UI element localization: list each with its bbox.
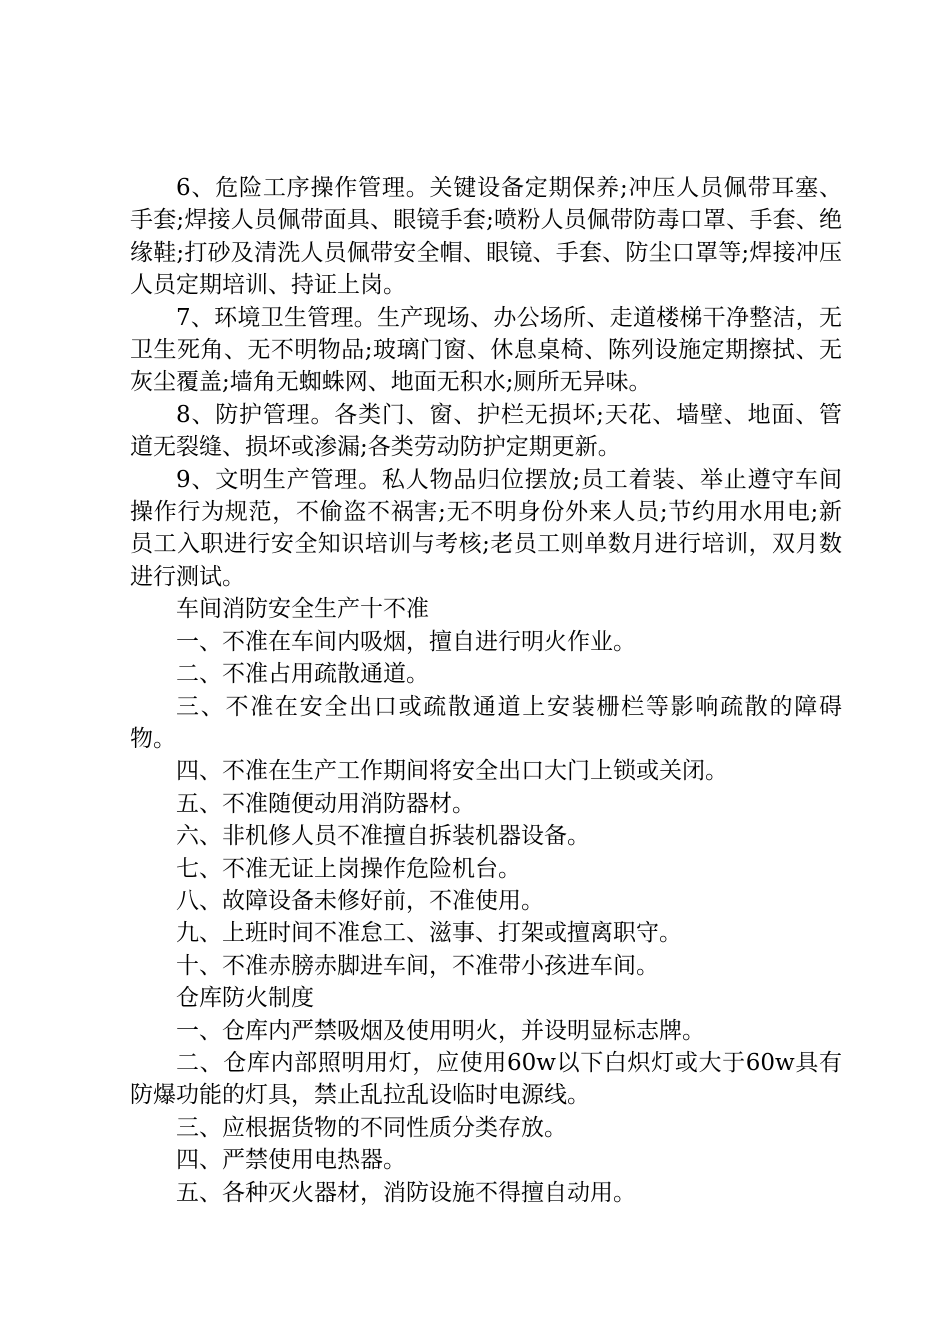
paragraph-protection: 8、防护管理。各类门、窗、护栏无损坏;天花、墙壁、地面、管道无裂缝、损坏或渗漏;各类劳动防护定期更新。	[130, 401, 842, 461]
list-item: 四、不准在生产工作期间将安全出口大门上锁或关闭。	[176, 758, 728, 785]
paragraph-civilized-production: 9、文明生产管理。私人物品归位摆放;员工着装、举止遵守车间操作行为规范，不偷盗不祸害;无不明身份外来人员;节约用水用电;新员工入职进行安全知识培训与考核;老员工则单数月进行培训，双月数进行测试。	[130, 466, 842, 590]
list-item: 一、不准在车间内吸烟，擅自进行明火作业。	[176, 628, 636, 655]
list-item: 一、仓库内严禁吸烟及使用明火，并设明显标志牌。	[176, 1017, 705, 1044]
list-item: 二、不准占用疏散通道。	[176, 661, 429, 688]
list-item: 二、仓库内部照明用灯，应使用60w以下白炽灯或大于60w具有防爆功能的灯具，禁止乱拉乱设临时电源线。	[130, 1049, 842, 1109]
list-item: 四、严禁使用电热器。	[176, 1147, 406, 1174]
paragraph-environment-hygiene: 7、环境卫生管理。生产现场、办公场所、走道楼梯干净整洁，无卫生死角、无不明物品;玻璃门窗、休息桌椅、陈列设施定期擦拭、无灰尘覆盖;墙角无蜘蛛网、地面无积水;厕所无异味。	[130, 304, 842, 396]
list-item: 十、不准赤膀赤脚进车间，不准带小孩进车间。	[176, 952, 659, 979]
list-item: 三、应根据货物的不同性质分类存放。	[176, 1114, 567, 1141]
list-item: 三、不准在安全出口或疏散通道上安装栅栏等影响疏散的障碍物。	[130, 693, 842, 752]
list-item: 九、上班时间不准怠工、滋事、打架或擅离职守。	[176, 920, 682, 947]
document-body	[130, 172, 842, 1209]
section-heading-warehouse-fire: 仓库防火制度	[176, 985, 314, 1012]
list-item: 五、不准随便动用消防器材。	[176, 790, 475, 817]
list-item: 五、各种灭火器材，消防设施不得擅自动用。	[176, 1179, 636, 1206]
list-item: 六、非机修人员不准擅自拆装机器设备。	[176, 823, 590, 850]
paragraph-dangerous-process: 6、危险工序操作管理。关键设备定期保养;冲压人员佩带耳塞、手套;焊接人员佩带面具、眼镜手套;喷粉人员佩带防毒口罩、手套、绝缘鞋;打砂及清洗人员佩带安全帽、眼镜、手套、防尘口罩等;焊接冲压人员定期培训、持证上岗。	[130, 175, 842, 299]
list-item: 七、不准无证上岗操作危险机台。	[176, 855, 521, 882]
list-item: 八、故障设备未修好前，不准使用。	[176, 887, 544, 914]
section-heading-workshop-rules: 车间消防安全生产十不准	[176, 596, 429, 623]
